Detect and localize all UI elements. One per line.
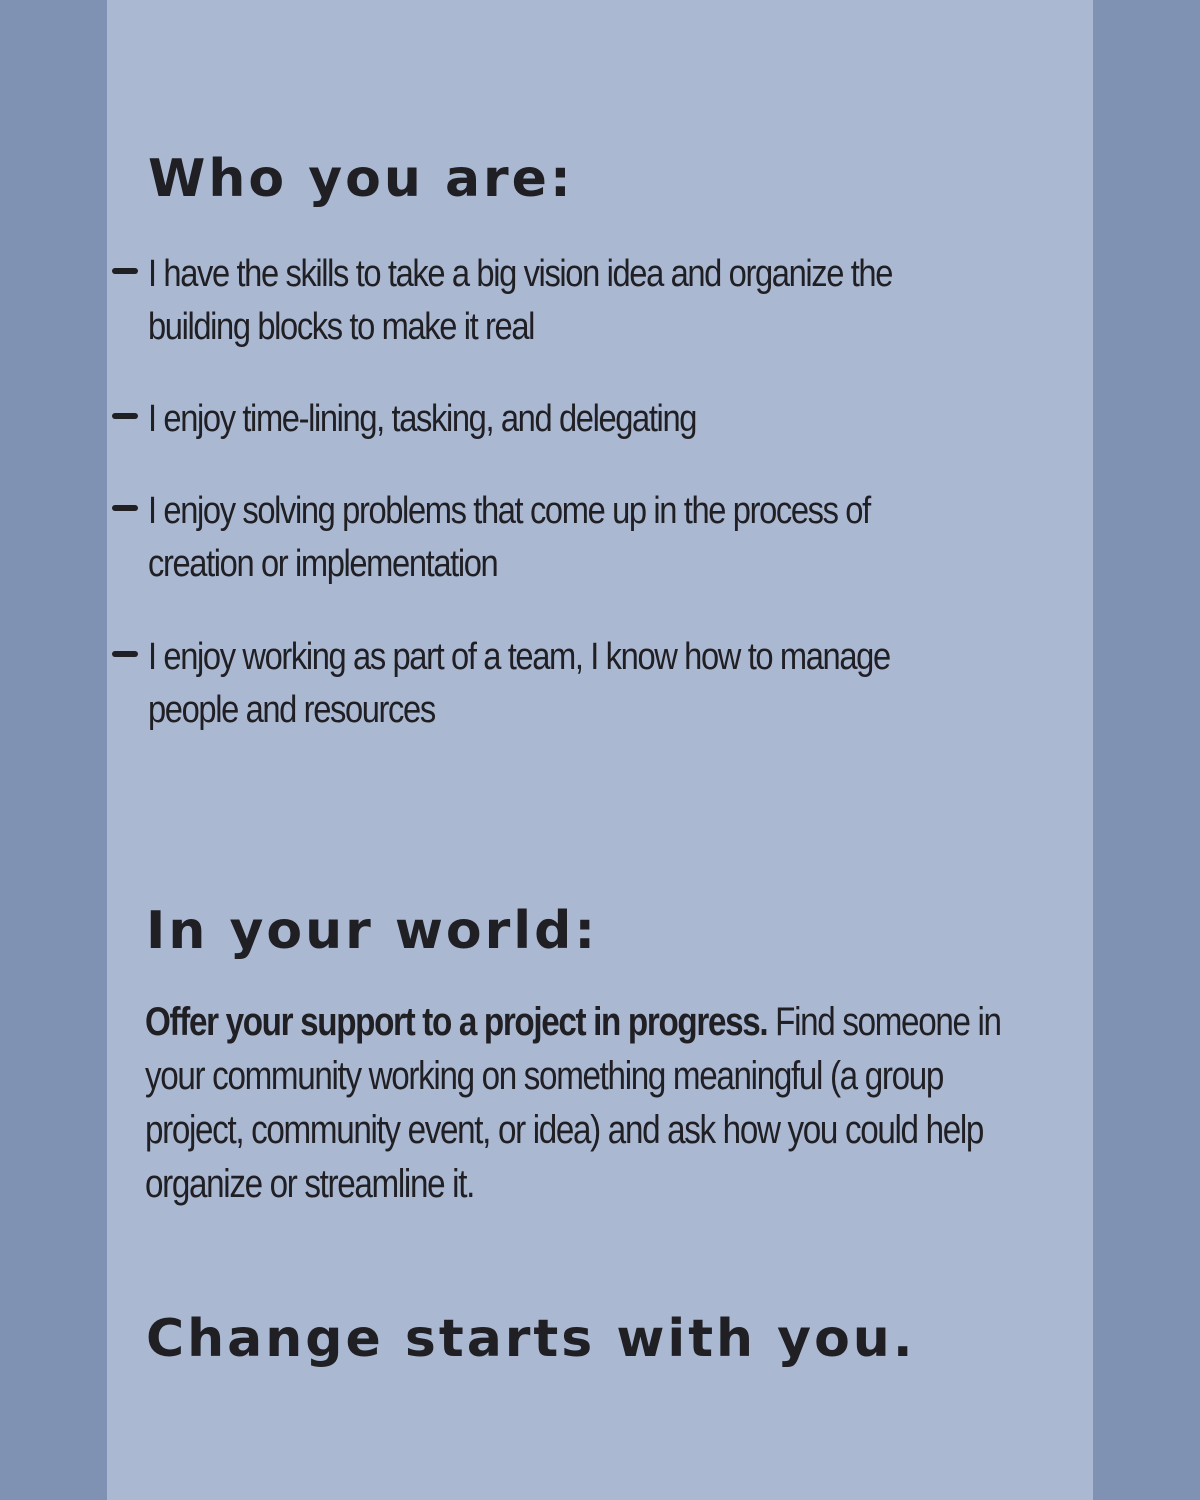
dash-bullet-icon (112, 413, 138, 419)
list-item (112, 485, 1052, 591)
who-you-are-heading: Who you are: (148, 149, 574, 209)
list-item-text: I enjoy working as part of a team, I know how to manage people and resources (148, 636, 890, 731)
paragraph-lead-text: Offer your support to a project in progress. (145, 1000, 768, 1044)
list-item-text: I enjoy solving problems that come up in the process of creation or implementation (148, 490, 870, 585)
list-item-text: I enjoy time-lining, tasking, and delegating (148, 398, 697, 440)
closing-heading: Change starts with you. (146, 1309, 916, 1369)
list-item (112, 631, 1052, 737)
content-panel (107, 0, 1093, 1500)
dash-bullet-icon (112, 268, 138, 274)
dash-bullet-icon (112, 651, 138, 657)
in-your-world-heading: In your world: (146, 901, 599, 961)
dash-bullet-icon (112, 505, 138, 511)
in-your-world-paragraph (145, 995, 1008, 1211)
paragraph-body-text: Find someone in your community working on something meaningful (a group project, community event, or idea) and ask how you could help organize or streamline it. (145, 1000, 1001, 1206)
list-item (112, 393, 1052, 446)
list-item-text: I have the skills to take a big vision idea and organize the building blocks to make it real (148, 253, 893, 348)
list-item (112, 248, 1052, 354)
